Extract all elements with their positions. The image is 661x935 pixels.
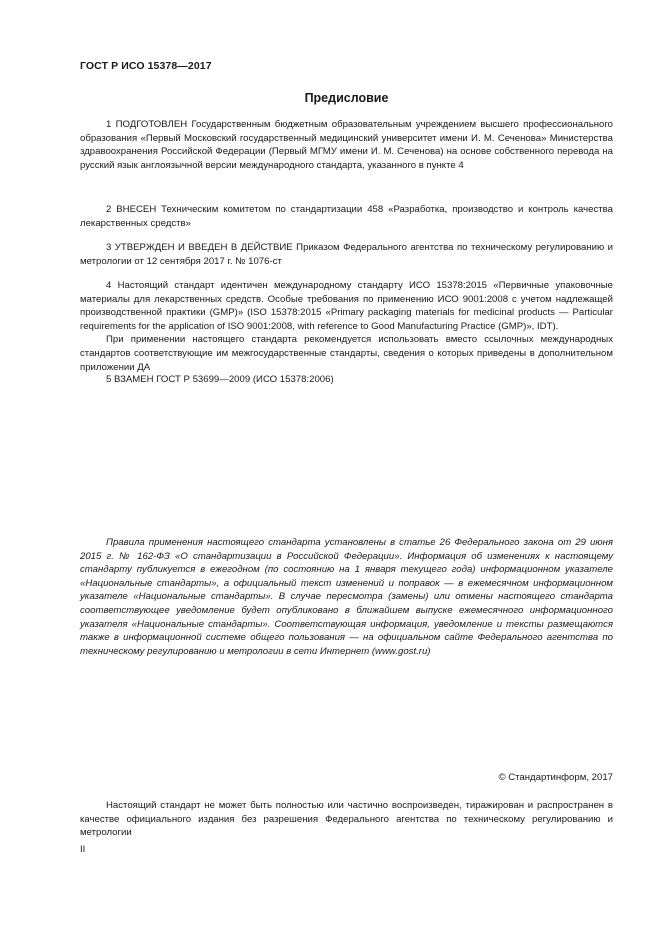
application-rules-notice: [80, 536, 613, 658]
reproduction-notice: [80, 799, 613, 840]
preface-item-5: [80, 373, 613, 387]
preface-item-1-text: 1 ПОДГОТОВЛЕН Государственным бюджетным образовательным учреждением высшего профессионального образования «Первый Московский государственный медицинский университет имени И. М. Сеченова» Министерства здравоохранения Российской Федерации (Первый МГМУ имени И. М. Сеченова) на основе собственного перевода на русский язык англоязычной версии международного стандарта, указанного в пункте 4: [80, 119, 613, 171]
preface-item-1: [80, 118, 613, 172]
preface-item-4-note: При применении настоящего стандарта рекомендуется использовать вместо ссылочных международных стандартов соответствующие им межгосударственные стандарты, сведения о которых приведены в дополнительном приложении ДА: [80, 334, 613, 373]
preface-item-2-text: 2 ВНЕСЕН Техническим комитетом по стандартизации 458 «Разработка, производство и контроль качества лекарственных средств»: [80, 204, 613, 229]
application-rules-notice-text: Правила применения настоящего стандарта установлены в статье 26 Федерального закона от 29 июня 2015 г. № 162-ФЗ «О стандартизации в Российской Федерации». Информация об изменениях к настоящему стандарту публикуется в ежегодном (по состоянию на 1 января текущего года) информационном указателе «Национальные стандарты», а официальный текст изменений и поправок — в ежемесячном информационном указателе «Национальные стандарты». В случае пересмотра (замены) или отмены настоящего стандарта соответствующее уведомление будет опубликовано в ближайшем выпуске ежемесячного информационного указателя «Национальные стандарты». Соответствующая информация, уведомление и тексты размещаются также в информационной системе общего пользования — на официальном сайте Федерального агентства по техническому регулированию и метрологии в сети Интернет (www.gost.ru): [80, 537, 613, 657]
page-number: II: [80, 844, 86, 855]
preface-item-3-text: 3 УТВЕРЖДЕН И ВВЕДЕН В ДЕЙСТВИЕ Приказом Федерального агентства по техническому регулированию и метрологии от 12 сентября 2017 г. № 1076-ст: [80, 242, 613, 267]
page-title: Предисловие: [304, 91, 389, 105]
preface-item-2: [80, 203, 613, 230]
preface-item-4: [80, 279, 613, 374]
preface-item-5-text: 5 ВЗАМЕН ГОСТ Р 53699—2009 (ИСО 15378:2006): [106, 374, 334, 385]
preface-item-3: [80, 241, 613, 268]
standard-code-header: ГОСТ Р ИСО 15378—2017: [80, 60, 212, 72]
preface-item-4-text: 4 Настоящий стандарт идентичен международному стандарту ИСО 15378:2015 «Первичные упаковочные материалы для лекарственных средств. Особые требования по применению ИСО 9001:2008 с учетом надлежащей производственной практики (GMP)» (ISO 15378:2015 «Primary packaging materials for medicinal products — Particular requirements for the application of ISO 9001:2008, with reference to Good Manufacturing Practice (GMP)», IDT).: [80, 280, 613, 332]
copyright-line: © Стандартинформ, 2017: [498, 772, 613, 783]
reproduction-notice-text: Настоящий стандарт не может быть полностью или частично воспроизведен, тиражирован и распространен в качестве официального издания без разрешения Федерального агентства по техническому регулированию и метрологии: [80, 800, 613, 839]
